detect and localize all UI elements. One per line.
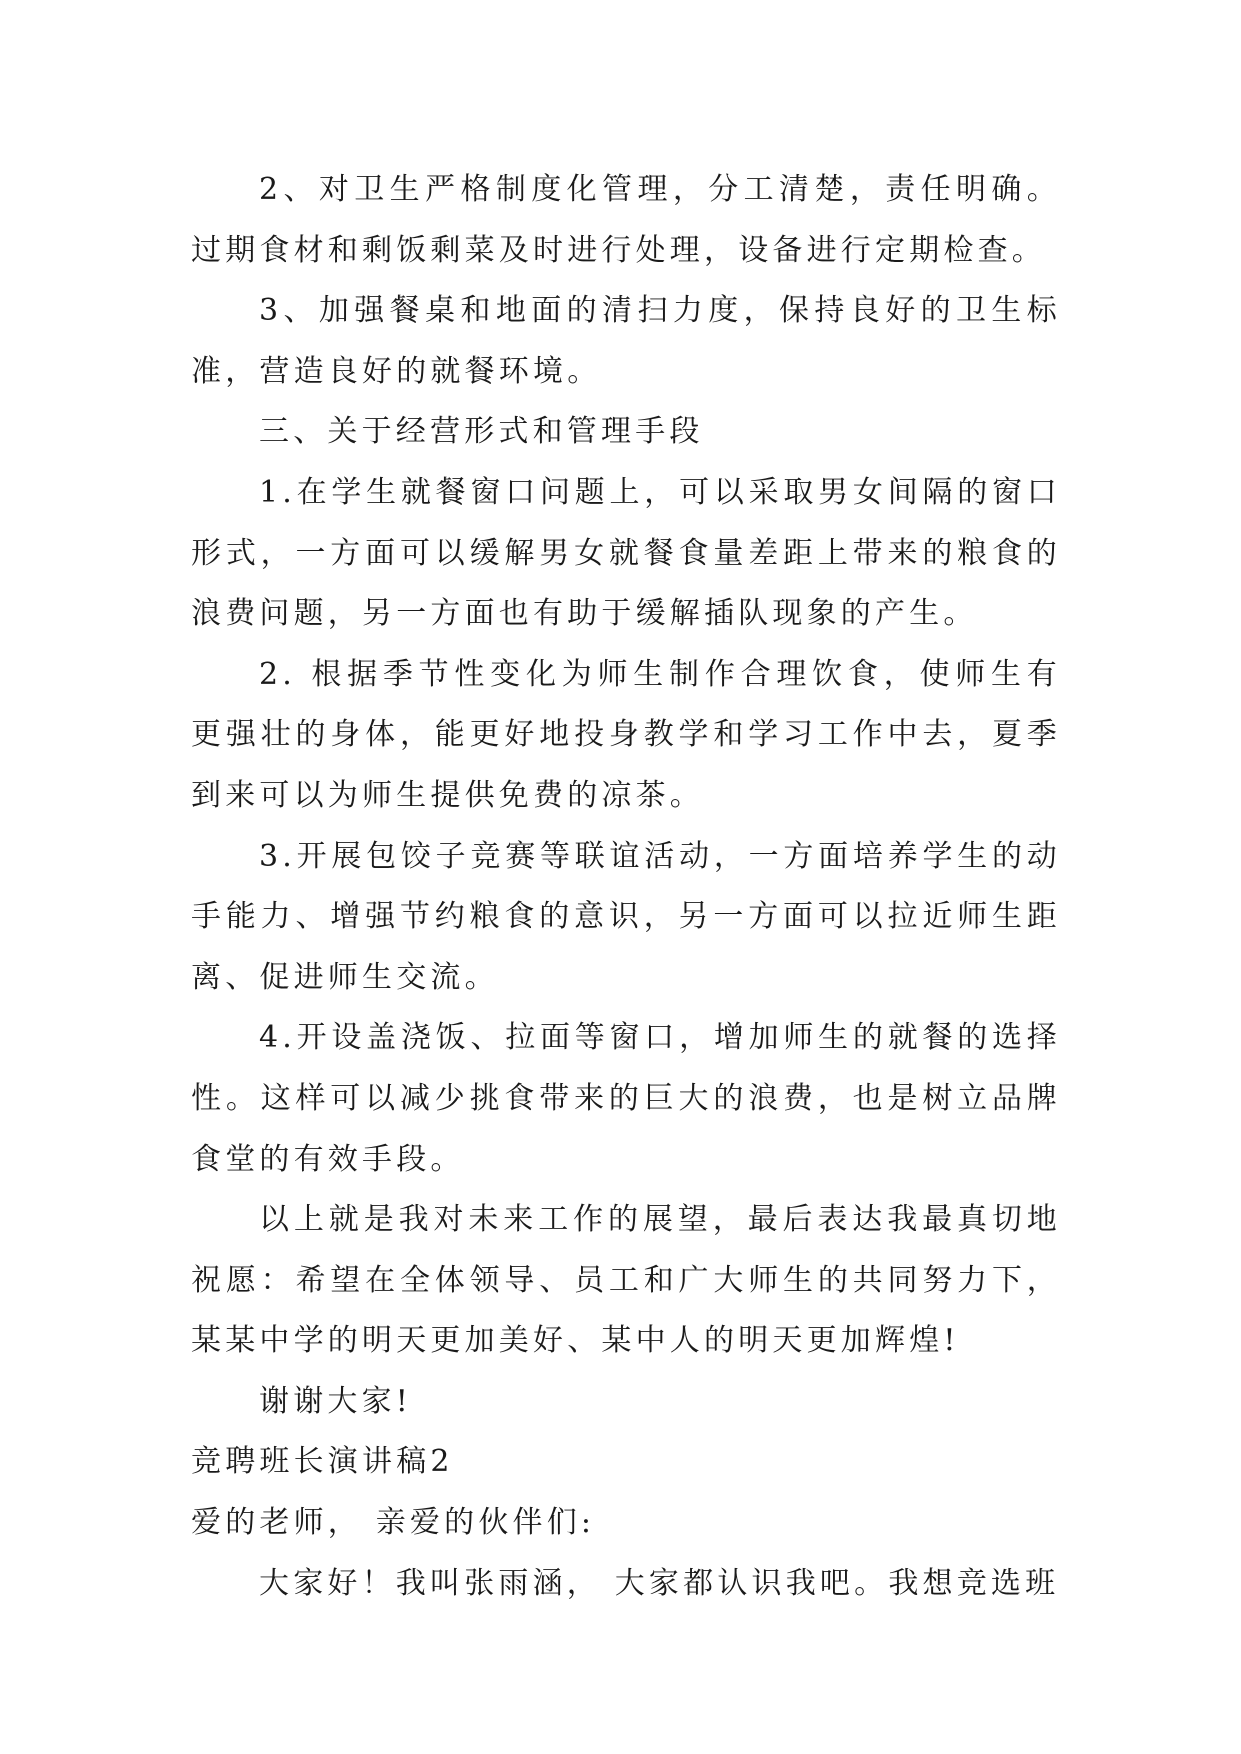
paragraph-closing-wishes: 以上就是我对未来工作的展望，最后表达我最真切地祝愿：希望在全体领导、员工和广大师生的共同努力下，某某中学的明天更加美好、某中人的明天更加辉煌!: [191, 1202, 1061, 1359]
speech-salutation: 爱的老师， 亲爱的伙伴们:: [191, 1505, 596, 1541]
paragraph-thanks: 谢谢大家!: [259, 1383, 413, 1419]
paragraph-new-windows: 4.开设盖浇饭、拉面等窗口，增加师生的就餐的选择性。这样可以减少挑食带来的巨大的浪费，也是树立品牌食堂的有效手段。: [191, 1020, 1061, 1177]
paragraph-greeting: 大家好！我叫张雨涵， 大家都认识我吧。我想竞选班: [259, 1565, 1060, 1601]
document-body: [191, 160, 1061, 1614]
paragraph-hygiene-management: 2、对卫生严格制度化管理，分工清楚，责任明确。过期食材和剩饭剩菜及时进行处理，设备进行定期检查。: [191, 172, 1061, 268]
paragraph-dumpling-contest: 3.开展包饺子竞赛等联谊活动，一方面培养学生的动手能力、增强节约粮食的意识，另一方面可以拉近师生距离、促进师生交流。: [191, 838, 1061, 995]
paragraph-dining-windows: 1.在学生就餐窗口问题上，可以采取男女间隔的窗口形式，一方面可以缓解男女就餐食量差距上带来的粮食的浪费问题，另一方面也有助于缓解插队现象的产生。: [191, 474, 1061, 632]
section-heading-operations: 三、关于经营形式和管理手段: [259, 414, 704, 450]
speech-title: 竞聘班长演讲稿2: [191, 1444, 454, 1480]
paragraph-cleaning-standards: 3、加强餐桌和地面的清扫力度，保持良好的卫生标准，营造良好的就餐环境。: [191, 293, 1061, 389]
paragraph-seasonal-diet: 2. 根据季节性变化为师生制作合理饮食，使师生有更强壮的身体，能更好地投身教学和学习工作中去，夏季到来可以为师生提供免费的凉茶。: [191, 656, 1061, 813]
